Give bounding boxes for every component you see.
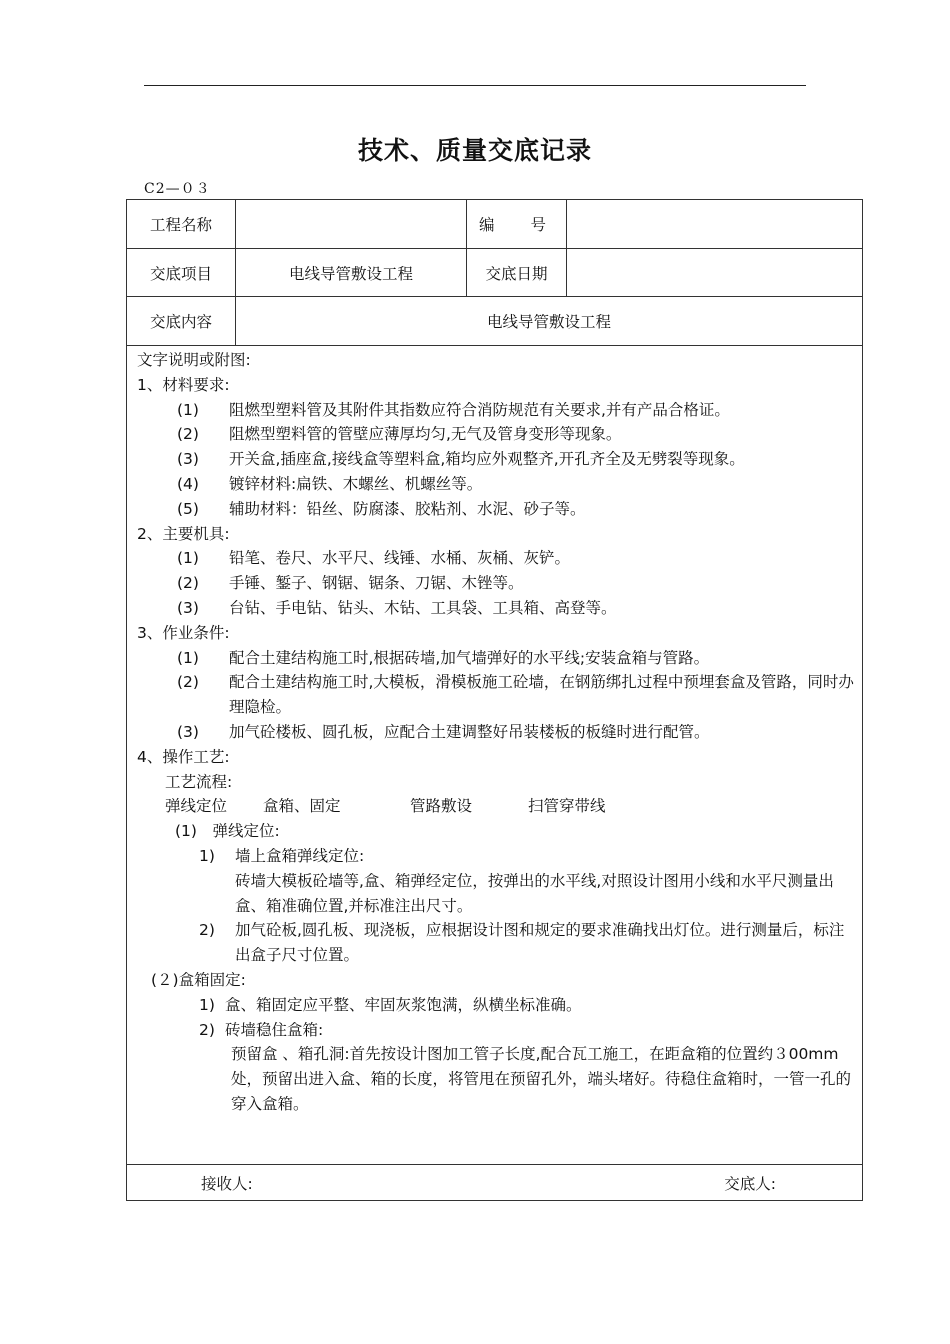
list-item: 1) 盒、箱固定应平整、牢固灰浆饱满，纵横坐标准确。 bbox=[199, 995, 582, 1014]
subsection-title: (２)盒箱固定: bbox=[151, 970, 246, 989]
disclosure-form bbox=[126, 199, 863, 1201]
list-item: 2) 砖墙稳住盒箱: bbox=[199, 1020, 324, 1039]
item-label: 交底项目 bbox=[127, 249, 236, 297]
list-item: (1) 铅笔、卷尺、水平尺、线锤、水桶、灰桶、灰铲。 bbox=[177, 549, 571, 568]
list-item: (2) 阻燃型塑料管的管壁应薄厚均匀,无气及管身变形等现象。 bbox=[177, 425, 622, 444]
content-label: 交底内容 bbox=[127, 297, 236, 346]
row-signatures bbox=[127, 1165, 863, 1201]
list-item: 2) 加气砼板,圆孔板、现浇板，应根据设计图和规定的要求准确找出灯位。进行测量后，标注出盒子尺寸位置。 bbox=[199, 921, 845, 965]
flow-step: 扫管穿带线 bbox=[528, 797, 606, 816]
page-title: 技术、质量交底记录 bbox=[357, 136, 592, 165]
list-item-body: 预留盒 、箱孔洞:首先按设计图加工管子长度,配合瓦工施工，在距盒箱的位置约３00mm 处，预留出进入盒、箱的长度，将管甩在预留孔外，端头堵好。待稳住盒箱时，一管一孔的穿入盒箱。 bbox=[231, 1045, 852, 1113]
number-label: 编 号 bbox=[467, 200, 567, 249]
list-item: (3) 开关盒,插座盒,接线盒等塑料盒,箱均应外观整齐,开孔齐全及无劈裂等现象。 bbox=[177, 450, 745, 469]
row-project-name bbox=[127, 200, 863, 249]
receiver-label: 接收人: bbox=[201, 1174, 253, 1193]
list-item: (2) 手锤、錾子、钢锯、锯条、刀锯、木锉等。 bbox=[177, 574, 524, 593]
row-content-body bbox=[127, 346, 863, 1165]
header-rule bbox=[144, 85, 806, 86]
process-flow bbox=[137, 794, 862, 819]
subsection-title: (1) 弹线定位: bbox=[175, 822, 280, 841]
row-project-item bbox=[127, 249, 863, 297]
section-title: 1、材料要求: bbox=[137, 375, 230, 394]
list-item: (2) 配合土建结构施工时,大模板，滑模板施工砼墙，在钢筋绑扎过程中预埋套盒及管路，同时办理隐检。 bbox=[177, 673, 854, 717]
item-value: 电线导管敷设工程 bbox=[236, 249, 467, 297]
list-item: (5) 辅助材料：铅丝、防腐漆、胶粘剂、水泥、砂子等。 bbox=[177, 499, 586, 518]
section-title: 3、作业条件: bbox=[137, 623, 230, 642]
list-item: (4) 镀锌材料:扁铁、木螺丝、机螺丝等。 bbox=[177, 474, 483, 493]
list-item: (1) 配合土建结构施工时,根据砖墙,加气墙弹好的水平线;安装盒箱与管路。 bbox=[177, 648, 710, 667]
section-title: 2、主要机具: bbox=[137, 524, 230, 543]
content-intro: 文字说明或附图: bbox=[137, 351, 251, 369]
project-name-value[interactable] bbox=[236, 200, 467, 249]
flow-title: 工艺流程: bbox=[165, 772, 233, 791]
flow-step: 管路敷设 bbox=[410, 797, 473, 816]
content-value: 电线导管敷设工程 bbox=[236, 297, 863, 346]
list-item-body: 砖墙大模板砼墙等,盒、箱弹经定位，按弹出的水平线,对照设计图用小线和水平尺测量出盒、箱准确位置,并标准注出尺寸。 bbox=[235, 871, 834, 915]
list-item: (1) 阻燃型塑料管及其附件其指数应符合消防规范有关要求,并有产品合格证。 bbox=[177, 400, 730, 419]
row-content-title bbox=[127, 297, 863, 346]
date-value[interactable] bbox=[567, 249, 863, 297]
form-code: C2—０３ bbox=[144, 181, 211, 197]
discloser-label: 交底人: bbox=[724, 1174, 776, 1193]
list-item: 1) 墙上盒箱弹线定位: bbox=[199, 846, 365, 865]
project-name-label: 工程名称 bbox=[127, 200, 236, 249]
section-title: 4、操作工艺: bbox=[137, 747, 230, 766]
content-body bbox=[137, 348, 862, 1117]
flow-step: 弹线定位 bbox=[165, 797, 228, 816]
flow-step: 盒箱、固定 bbox=[263, 797, 341, 816]
number-value[interactable] bbox=[567, 200, 863, 249]
list-item: (3) 加气砼楼板、圆孔板，应配合土建调整好吊装楼板的板缝时进行配管。 bbox=[177, 722, 710, 741]
list-item: (3) 台钻、手电钻、钻头、木钻、工具袋、工具箱、高登等。 bbox=[177, 598, 617, 617]
date-label: 交底日期 bbox=[467, 249, 567, 297]
